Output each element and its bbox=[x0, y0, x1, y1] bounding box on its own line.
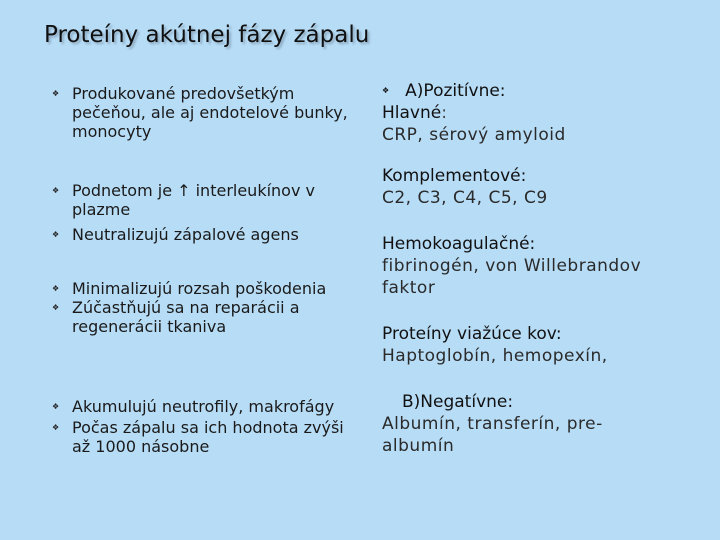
list-item: ❖ Akumulujú neutrofily, makrofágy bbox=[52, 397, 335, 416]
list-item: ❖ Počas zápalu sa ich hodnota zvýši až 1000 násobne bbox=[52, 418, 344, 456]
iron-heading: Proteíny viažúce kov: bbox=[382, 324, 562, 344]
positive-heading-row bbox=[382, 80, 682, 102]
list-item: ❖ Zúčastňujú sa na reparácii a regenerácii tkaniva bbox=[52, 298, 300, 336]
bullet-icon: ❖ bbox=[382, 86, 390, 95]
right-column bbox=[382, 80, 682, 457]
list-item: ❖ Podnetom je ↑ interleukínov v plazme bbox=[52, 181, 315, 219]
main-values: CRP, sérový amyloid bbox=[382, 125, 566, 145]
iron-values: Haptoglobín, hemopexín, bbox=[382, 346, 608, 366]
complement-values: C2, C3, C4, C5, C9 bbox=[382, 188, 548, 208]
bullet-icon: ❖ bbox=[52, 230, 60, 239]
negative-values: Albumín, transferín, pre-albumín bbox=[382, 414, 603, 456]
bullet-group-2 bbox=[52, 181, 352, 279]
bullet-icon: ❖ bbox=[52, 284, 60, 293]
bullet-group-1 bbox=[52, 84, 352, 181]
hemo-values: fibrinogén, von Willebrandov faktor bbox=[382, 256, 642, 298]
bullet-icon: ❖ bbox=[52, 186, 60, 195]
page-title: Proteíny akútnej fázy zápalu bbox=[44, 22, 370, 48]
negative-heading: B)Negatívne: bbox=[402, 392, 514, 412]
list-item: ❖ Produkované predovšetkým pečeňou, ale aj endotelové bunky, monocyty bbox=[52, 84, 348, 141]
complement-heading: Komplementové: bbox=[382, 166, 527, 186]
bullet-icon: ❖ bbox=[52, 423, 60, 432]
left-column bbox=[52, 84, 352, 456]
positive-heading: A)Pozitívne: bbox=[405, 81, 506, 101]
bullet-icon: ❖ bbox=[52, 402, 60, 411]
bullet-icon: ❖ bbox=[52, 303, 60, 312]
hemo-heading: Hemokoagulačné: bbox=[382, 234, 536, 254]
bullet-group-3 bbox=[52, 279, 352, 397]
list-item: ❖ Neutralizujú zápalové agens bbox=[52, 225, 299, 244]
main-label-row bbox=[382, 102, 682, 124]
list-item: ❖ Minimalizujú rozsah poškodenia bbox=[52, 279, 327, 298]
bullet-icon: ❖ bbox=[52, 89, 60, 98]
bullet-group-4 bbox=[52, 397, 352, 456]
main-colon: : bbox=[441, 103, 447, 123]
main-label: Hlavné bbox=[382, 103, 442, 123]
